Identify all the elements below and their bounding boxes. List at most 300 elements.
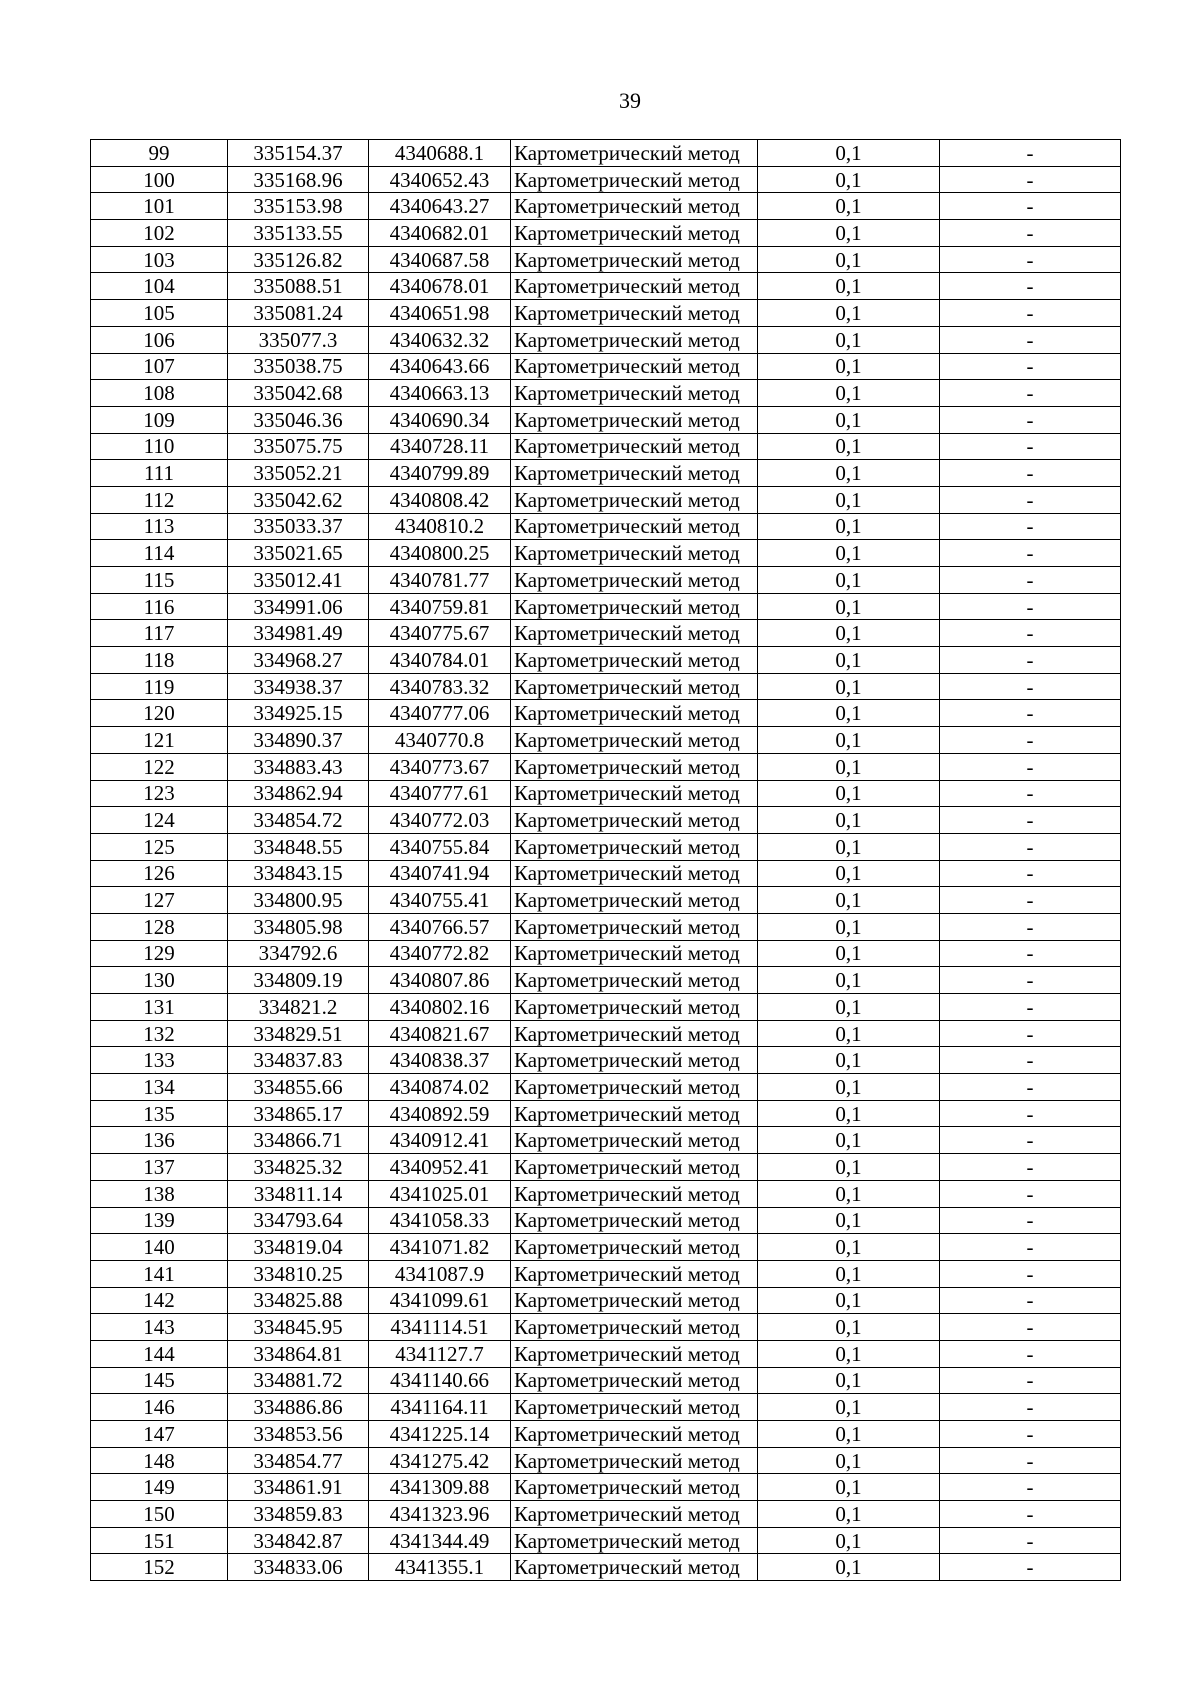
x-coordinate-cell: 334886.86 bbox=[228, 1394, 369, 1421]
method-cell: Картометрический метод bbox=[511, 246, 758, 273]
point-number-cell: 151 bbox=[91, 1527, 228, 1554]
x-coordinate-cell: 334825.32 bbox=[228, 1154, 369, 1181]
point-number-cell: 138 bbox=[91, 1180, 228, 1207]
point-number-cell: 147 bbox=[91, 1421, 228, 1448]
table-row bbox=[91, 994, 1121, 1021]
method-cell: Картометрический метод bbox=[511, 1234, 758, 1261]
method-cell: Картометрический метод bbox=[511, 380, 758, 407]
y-coordinate-cell: 4340728.11 bbox=[369, 433, 511, 460]
x-coordinate-cell: 335052.21 bbox=[228, 460, 369, 487]
y-coordinate-cell: 4341323.96 bbox=[369, 1501, 511, 1528]
method-cell: Картометрический метод bbox=[511, 1207, 758, 1234]
note-cell: - bbox=[940, 246, 1121, 273]
method-cell: Картометрический метод bbox=[511, 593, 758, 620]
precision-cell: 0,1 bbox=[758, 1234, 940, 1261]
method-cell: Картометрический метод bbox=[511, 1447, 758, 1474]
method-cell: Картометрический метод bbox=[511, 1047, 758, 1074]
point-number-cell: 145 bbox=[91, 1367, 228, 1394]
table-row bbox=[91, 1207, 1121, 1234]
note-cell: - bbox=[940, 1127, 1121, 1154]
precision-cell: 0,1 bbox=[758, 1394, 940, 1421]
y-coordinate-cell: 4340759.81 bbox=[369, 593, 511, 620]
note-cell: - bbox=[940, 1047, 1121, 1074]
table-row bbox=[91, 1180, 1121, 1207]
method-cell: Картометрический метод bbox=[511, 166, 758, 193]
note-cell: - bbox=[940, 1474, 1121, 1501]
x-coordinate-cell: 334825.88 bbox=[228, 1287, 369, 1314]
note-cell: - bbox=[940, 593, 1121, 620]
note-cell: - bbox=[940, 1287, 1121, 1314]
x-coordinate-cell: 334833.06 bbox=[228, 1554, 369, 1581]
table-row bbox=[91, 1287, 1121, 1314]
point-number-cell: 141 bbox=[91, 1260, 228, 1287]
table-row bbox=[91, 913, 1121, 940]
precision-cell: 0,1 bbox=[758, 727, 940, 754]
point-number-cell: 152 bbox=[91, 1554, 228, 1581]
method-cell: Картометрический метод bbox=[511, 700, 758, 727]
precision-cell: 0,1 bbox=[758, 1047, 940, 1074]
table-row bbox=[91, 1421, 1121, 1448]
table-row bbox=[91, 1527, 1121, 1554]
precision-cell: 0,1 bbox=[758, 807, 940, 834]
point-number-cell: 113 bbox=[91, 513, 228, 540]
precision-cell: 0,1 bbox=[758, 300, 940, 327]
note-cell: - bbox=[940, 913, 1121, 940]
page-number: 39 bbox=[619, 88, 641, 113]
precision-cell: 0,1 bbox=[758, 593, 940, 620]
y-coordinate-cell: 4340690.34 bbox=[369, 406, 511, 433]
x-coordinate-cell: 334925.15 bbox=[228, 700, 369, 727]
method-cell: Картометрический метод bbox=[511, 833, 758, 860]
x-coordinate-cell: 334862.94 bbox=[228, 780, 369, 807]
x-coordinate-cell: 334837.83 bbox=[228, 1047, 369, 1074]
point-number-cell: 106 bbox=[91, 326, 228, 353]
note-cell: - bbox=[940, 220, 1121, 247]
table-row bbox=[91, 460, 1121, 487]
method-cell: Картометрический метод bbox=[511, 460, 758, 487]
y-coordinate-cell: 4341309.88 bbox=[369, 1474, 511, 1501]
x-coordinate-cell: 334845.95 bbox=[228, 1314, 369, 1341]
method-cell: Картометрический метод bbox=[511, 513, 758, 540]
y-coordinate-cell: 4340838.37 bbox=[369, 1047, 511, 1074]
note-cell: - bbox=[940, 540, 1121, 567]
y-coordinate-cell: 4340784.01 bbox=[369, 647, 511, 674]
precision-cell: 0,1 bbox=[758, 1287, 940, 1314]
method-cell: Картометрический метод bbox=[511, 1314, 758, 1341]
note-cell: - bbox=[940, 140, 1121, 167]
table-row bbox=[91, 1260, 1121, 1287]
y-coordinate-cell: 4340952.41 bbox=[369, 1154, 511, 1181]
point-number-cell: 118 bbox=[91, 647, 228, 674]
x-coordinate-cell: 335088.51 bbox=[228, 273, 369, 300]
note-cell: - bbox=[940, 673, 1121, 700]
point-number-cell: 105 bbox=[91, 300, 228, 327]
point-number-cell: 103 bbox=[91, 246, 228, 273]
y-coordinate-cell: 4340687.58 bbox=[369, 246, 511, 273]
method-cell: Картометрический метод bbox=[511, 994, 758, 1021]
y-coordinate-cell: 4340800.25 bbox=[369, 540, 511, 567]
method-cell: Картометрический метод bbox=[511, 913, 758, 940]
note-cell: - bbox=[940, 166, 1121, 193]
x-coordinate-cell: 334864.81 bbox=[228, 1340, 369, 1367]
precision-cell: 0,1 bbox=[758, 780, 940, 807]
table-row bbox=[91, 1474, 1121, 1501]
precision-cell: 0,1 bbox=[758, 753, 940, 780]
y-coordinate-cell: 4340632.32 bbox=[369, 326, 511, 353]
method-cell: Картометрический метод bbox=[511, 673, 758, 700]
table-row bbox=[91, 246, 1121, 273]
method-cell: Картометрический метод bbox=[511, 540, 758, 567]
point-number-cell: 133 bbox=[91, 1047, 228, 1074]
x-coordinate-cell: 335154.37 bbox=[228, 140, 369, 167]
precision-cell: 0,1 bbox=[758, 1501, 940, 1528]
note-cell: - bbox=[940, 1340, 1121, 1367]
precision-cell: 0,1 bbox=[758, 673, 940, 700]
x-coordinate-cell: 335012.41 bbox=[228, 567, 369, 594]
precision-cell: 0,1 bbox=[758, 460, 940, 487]
x-coordinate-cell: 335133.55 bbox=[228, 220, 369, 247]
point-number-cell: 143 bbox=[91, 1314, 228, 1341]
x-coordinate-cell: 334843.15 bbox=[228, 860, 369, 887]
note-cell: - bbox=[940, 460, 1121, 487]
precision-cell: 0,1 bbox=[758, 567, 940, 594]
y-coordinate-cell: 4341225.14 bbox=[369, 1421, 511, 1448]
x-coordinate-cell: 335042.62 bbox=[228, 486, 369, 513]
y-coordinate-cell: 4341127.7 bbox=[369, 1340, 511, 1367]
table-row bbox=[91, 1127, 1121, 1154]
precision-cell: 0,1 bbox=[758, 353, 940, 380]
y-coordinate-cell: 4340808.42 bbox=[369, 486, 511, 513]
method-cell: Картометрический метод bbox=[511, 753, 758, 780]
method-cell: Картометрический метод bbox=[511, 353, 758, 380]
note-cell: - bbox=[940, 1527, 1121, 1554]
method-cell: Картометрический метод bbox=[511, 1154, 758, 1181]
y-coordinate-cell: 4341099.61 bbox=[369, 1287, 511, 1314]
x-coordinate-cell: 335081.24 bbox=[228, 300, 369, 327]
table-row bbox=[91, 193, 1121, 220]
point-number-cell: 124 bbox=[91, 807, 228, 834]
table-row bbox=[91, 1074, 1121, 1101]
note-cell: - bbox=[940, 994, 1121, 1021]
note-cell: - bbox=[940, 353, 1121, 380]
table-row bbox=[91, 1447, 1121, 1474]
note-cell: - bbox=[940, 273, 1121, 300]
point-number-cell: 144 bbox=[91, 1340, 228, 1367]
point-number-cell: 108 bbox=[91, 380, 228, 407]
table-row bbox=[91, 967, 1121, 994]
x-coordinate-cell: 334811.14 bbox=[228, 1180, 369, 1207]
method-cell: Картометрический метод bbox=[511, 1100, 758, 1127]
precision-cell: 0,1 bbox=[758, 246, 940, 273]
method-cell: Картометрический метод bbox=[511, 1421, 758, 1448]
point-number-cell: 109 bbox=[91, 406, 228, 433]
y-coordinate-cell: 4340773.67 bbox=[369, 753, 511, 780]
point-number-cell: 99 bbox=[91, 140, 228, 167]
table-row bbox=[91, 433, 1121, 460]
note-cell: - bbox=[940, 700, 1121, 727]
x-coordinate-cell: 335075.75 bbox=[228, 433, 369, 460]
note-cell: - bbox=[940, 807, 1121, 834]
y-coordinate-cell: 4341164.11 bbox=[369, 1394, 511, 1421]
table-row bbox=[91, 833, 1121, 860]
y-coordinate-cell: 4340777.61 bbox=[369, 780, 511, 807]
x-coordinate-cell: 335153.98 bbox=[228, 193, 369, 220]
x-coordinate-cell: 334865.17 bbox=[228, 1100, 369, 1127]
x-coordinate-cell: 334881.72 bbox=[228, 1367, 369, 1394]
note-cell: - bbox=[940, 1074, 1121, 1101]
x-coordinate-cell: 334793.64 bbox=[228, 1207, 369, 1234]
table-row bbox=[91, 406, 1121, 433]
note-cell: - bbox=[940, 940, 1121, 967]
method-cell: Картометрический метод bbox=[511, 1554, 758, 1581]
x-coordinate-cell: 334854.77 bbox=[228, 1447, 369, 1474]
precision-cell: 0,1 bbox=[758, 1127, 940, 1154]
method-cell: Картометрический метод bbox=[511, 220, 758, 247]
y-coordinate-cell: 4340770.8 bbox=[369, 727, 511, 754]
point-number-cell: 150 bbox=[91, 1501, 228, 1528]
point-number-cell: 126 bbox=[91, 860, 228, 887]
method-cell: Картометрический метод bbox=[511, 727, 758, 754]
y-coordinate-cell: 4340755.41 bbox=[369, 887, 511, 914]
precision-cell: 0,1 bbox=[758, 1340, 940, 1367]
y-coordinate-cell: 4340799.89 bbox=[369, 460, 511, 487]
method-cell: Картометрический метод bbox=[511, 326, 758, 353]
table-row bbox=[91, 700, 1121, 727]
note-cell: - bbox=[940, 1207, 1121, 1234]
y-coordinate-cell: 4341087.9 bbox=[369, 1260, 511, 1287]
x-coordinate-cell: 334809.19 bbox=[228, 967, 369, 994]
point-number-cell: 114 bbox=[91, 540, 228, 567]
precision-cell: 0,1 bbox=[758, 486, 940, 513]
method-cell: Картометрический метод bbox=[511, 647, 758, 674]
y-coordinate-cell: 4340678.01 bbox=[369, 273, 511, 300]
precision-cell: 0,1 bbox=[758, 1074, 940, 1101]
y-coordinate-cell: 4341355.1 bbox=[369, 1554, 511, 1581]
point-number-cell: 102 bbox=[91, 220, 228, 247]
method-cell: Картометрический метод bbox=[511, 486, 758, 513]
table-row bbox=[91, 593, 1121, 620]
table-row bbox=[91, 567, 1121, 594]
point-number-cell: 104 bbox=[91, 273, 228, 300]
y-coordinate-cell: 4340766.57 bbox=[369, 913, 511, 940]
precision-cell: 0,1 bbox=[758, 433, 940, 460]
note-cell: - bbox=[940, 567, 1121, 594]
point-number-cell: 111 bbox=[91, 460, 228, 487]
y-coordinate-cell: 4340643.27 bbox=[369, 193, 511, 220]
note-cell: - bbox=[940, 620, 1121, 647]
note-cell: - bbox=[940, 433, 1121, 460]
method-cell: Картометрический метод bbox=[511, 1180, 758, 1207]
note-cell: - bbox=[940, 1447, 1121, 1474]
y-coordinate-cell: 4340741.94 bbox=[369, 860, 511, 887]
note-cell: - bbox=[940, 1554, 1121, 1581]
x-coordinate-cell: 335168.96 bbox=[228, 166, 369, 193]
x-coordinate-cell: 335046.36 bbox=[228, 406, 369, 433]
x-coordinate-cell: 335021.65 bbox=[228, 540, 369, 567]
y-coordinate-cell: 4340802.16 bbox=[369, 994, 511, 1021]
table-row bbox=[91, 166, 1121, 193]
table-row bbox=[91, 1367, 1121, 1394]
x-coordinate-cell: 334938.37 bbox=[228, 673, 369, 700]
method-cell: Картометрический метод bbox=[511, 887, 758, 914]
note-cell: - bbox=[940, 887, 1121, 914]
x-coordinate-cell: 334805.98 bbox=[228, 913, 369, 940]
method-cell: Картометрический метод bbox=[511, 300, 758, 327]
table-row bbox=[91, 807, 1121, 834]
note-cell: - bbox=[940, 1421, 1121, 1448]
precision-cell: 0,1 bbox=[758, 887, 940, 914]
point-number-cell: 100 bbox=[91, 166, 228, 193]
table-row bbox=[91, 620, 1121, 647]
coordinates-table-body bbox=[91, 140, 1121, 1581]
point-number-cell: 134 bbox=[91, 1074, 228, 1101]
x-coordinate-cell: 334821.2 bbox=[228, 994, 369, 1021]
note-cell: - bbox=[940, 1394, 1121, 1421]
point-number-cell: 135 bbox=[91, 1100, 228, 1127]
point-number-cell: 119 bbox=[91, 673, 228, 700]
precision-cell: 0,1 bbox=[758, 1020, 940, 1047]
y-coordinate-cell: 4340810.2 bbox=[369, 513, 511, 540]
precision-cell: 0,1 bbox=[758, 994, 940, 1021]
method-cell: Картометрический метод bbox=[511, 567, 758, 594]
y-coordinate-cell: 4340772.82 bbox=[369, 940, 511, 967]
table-row bbox=[91, 273, 1121, 300]
x-coordinate-cell: 334848.55 bbox=[228, 833, 369, 860]
precision-cell: 0,1 bbox=[758, 647, 940, 674]
point-number-cell: 149 bbox=[91, 1474, 228, 1501]
y-coordinate-cell: 4340783.32 bbox=[369, 673, 511, 700]
note-cell: - bbox=[940, 326, 1121, 353]
note-cell: - bbox=[940, 967, 1121, 994]
point-number-cell: 148 bbox=[91, 1447, 228, 1474]
x-coordinate-cell: 335126.82 bbox=[228, 246, 369, 273]
x-coordinate-cell: 334819.04 bbox=[228, 1234, 369, 1261]
table-row bbox=[91, 860, 1121, 887]
precision-cell: 0,1 bbox=[758, 220, 940, 247]
point-number-cell: 130 bbox=[91, 967, 228, 994]
y-coordinate-cell: 4341275.42 bbox=[369, 1447, 511, 1474]
method-cell: Картометрический метод bbox=[511, 940, 758, 967]
point-number-cell: 112 bbox=[91, 486, 228, 513]
table-row bbox=[91, 1234, 1121, 1261]
y-coordinate-cell: 4340682.01 bbox=[369, 220, 511, 247]
precision-cell: 0,1 bbox=[758, 833, 940, 860]
method-cell: Картометрический метод bbox=[511, 1287, 758, 1314]
y-coordinate-cell: 4340777.06 bbox=[369, 700, 511, 727]
precision-cell: 0,1 bbox=[758, 1447, 940, 1474]
precision-cell: 0,1 bbox=[758, 1207, 940, 1234]
point-number-cell: 131 bbox=[91, 994, 228, 1021]
table-row bbox=[91, 353, 1121, 380]
x-coordinate-cell: 334810.25 bbox=[228, 1260, 369, 1287]
precision-cell: 0,1 bbox=[758, 166, 940, 193]
precision-cell: 0,1 bbox=[758, 273, 940, 300]
x-coordinate-cell: 334855.66 bbox=[228, 1074, 369, 1101]
precision-cell: 0,1 bbox=[758, 860, 940, 887]
table-row bbox=[91, 486, 1121, 513]
x-coordinate-cell: 334866.71 bbox=[228, 1127, 369, 1154]
precision-cell: 0,1 bbox=[758, 620, 940, 647]
precision-cell: 0,1 bbox=[758, 1100, 940, 1127]
y-coordinate-cell: 4341058.33 bbox=[369, 1207, 511, 1234]
precision-cell: 0,1 bbox=[758, 967, 940, 994]
x-coordinate-cell: 334842.87 bbox=[228, 1527, 369, 1554]
method-cell: Картометрический метод bbox=[511, 1367, 758, 1394]
x-coordinate-cell: 334854.72 bbox=[228, 807, 369, 834]
x-coordinate-cell: 334991.06 bbox=[228, 593, 369, 620]
table-row bbox=[91, 220, 1121, 247]
precision-cell: 0,1 bbox=[758, 326, 940, 353]
note-cell: - bbox=[940, 1020, 1121, 1047]
note-cell: - bbox=[940, 406, 1121, 433]
table-row bbox=[91, 1020, 1121, 1047]
x-coordinate-cell: 334861.91 bbox=[228, 1474, 369, 1501]
y-coordinate-cell: 4340775.67 bbox=[369, 620, 511, 647]
coordinates-table bbox=[90, 139, 1121, 1581]
precision-cell: 0,1 bbox=[758, 1154, 940, 1181]
y-coordinate-cell: 4340821.67 bbox=[369, 1020, 511, 1047]
table-row bbox=[91, 753, 1121, 780]
table-row bbox=[91, 940, 1121, 967]
y-coordinate-cell: 4341025.01 bbox=[369, 1180, 511, 1207]
y-coordinate-cell: 4340643.66 bbox=[369, 353, 511, 380]
precision-cell: 0,1 bbox=[758, 940, 940, 967]
point-number-cell: 127 bbox=[91, 887, 228, 914]
note-cell: - bbox=[940, 1100, 1121, 1127]
x-coordinate-cell: 334859.83 bbox=[228, 1501, 369, 1528]
x-coordinate-cell: 335042.68 bbox=[228, 380, 369, 407]
x-coordinate-cell: 334829.51 bbox=[228, 1020, 369, 1047]
point-number-cell: 125 bbox=[91, 833, 228, 860]
method-cell: Картометрический метод bbox=[511, 1127, 758, 1154]
table-row bbox=[91, 1314, 1121, 1341]
point-number-cell: 115 bbox=[91, 567, 228, 594]
method-cell: Картометрический метод bbox=[511, 140, 758, 167]
table-row bbox=[91, 540, 1121, 567]
y-coordinate-cell: 4340755.84 bbox=[369, 833, 511, 860]
precision-cell: 0,1 bbox=[758, 193, 940, 220]
table-row bbox=[91, 1100, 1121, 1127]
x-coordinate-cell: 335077.3 bbox=[228, 326, 369, 353]
x-coordinate-cell: 335038.75 bbox=[228, 353, 369, 380]
x-coordinate-cell: 334883.43 bbox=[228, 753, 369, 780]
precision-cell: 0,1 bbox=[758, 1260, 940, 1287]
x-coordinate-cell: 334853.56 bbox=[228, 1421, 369, 1448]
note-cell: - bbox=[940, 380, 1121, 407]
precision-cell: 0,1 bbox=[758, 1527, 940, 1554]
point-number-cell: 132 bbox=[91, 1020, 228, 1047]
table-row bbox=[91, 1501, 1121, 1528]
table-row bbox=[91, 780, 1121, 807]
precision-cell: 0,1 bbox=[758, 513, 940, 540]
point-number-cell: 142 bbox=[91, 1287, 228, 1314]
precision-cell: 0,1 bbox=[758, 140, 940, 167]
point-number-cell: 146 bbox=[91, 1394, 228, 1421]
point-number-cell: 101 bbox=[91, 193, 228, 220]
method-cell: Картометрический метод bbox=[511, 780, 758, 807]
precision-cell: 0,1 bbox=[758, 1180, 940, 1207]
note-cell: - bbox=[940, 833, 1121, 860]
precision-cell: 0,1 bbox=[758, 700, 940, 727]
table-row bbox=[91, 673, 1121, 700]
y-coordinate-cell: 4341140.66 bbox=[369, 1367, 511, 1394]
table-row bbox=[91, 326, 1121, 353]
table-row bbox=[91, 380, 1121, 407]
y-coordinate-cell: 4340663.13 bbox=[369, 380, 511, 407]
y-coordinate-cell: 4340874.02 bbox=[369, 1074, 511, 1101]
point-number-cell: 136 bbox=[91, 1127, 228, 1154]
x-coordinate-cell: 334800.95 bbox=[228, 887, 369, 914]
